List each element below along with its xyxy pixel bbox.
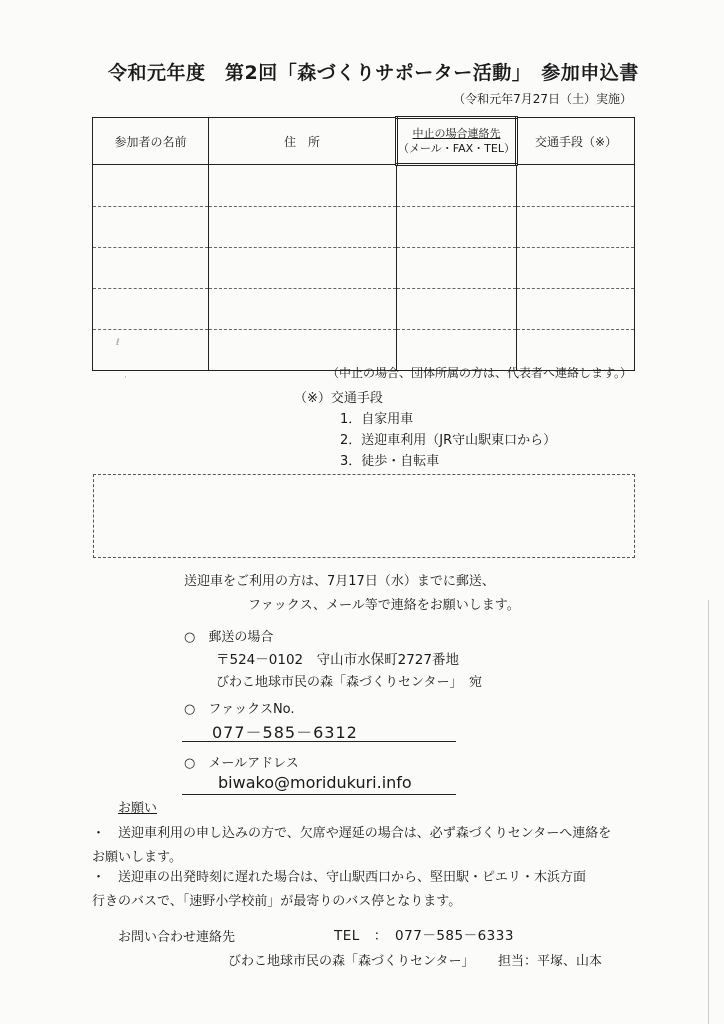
- name-cell[interactable]: [93, 248, 209, 289]
- transport-heading: （※）交通手段: [294, 391, 383, 406]
- requests-heading: お願い: [118, 801, 158, 816]
- transport-cell[interactable]: [517, 207, 635, 248]
- transport-cell[interactable]: [517, 165, 635, 207]
- header-cancel-contact-title: 中止の場合連絡先: [412, 127, 501, 140]
- email-address: biwako@moridukuri.info: [218, 773, 412, 792]
- request-bullet-1-cont: お願いします。: [92, 850, 182, 865]
- transport-option: 1．自家用車: [340, 412, 414, 427]
- notes-box[interactable]: [93, 474, 635, 558]
- event-date: （令和元年7月27日（土）実施）: [453, 92, 632, 106]
- name-cell[interactable]: [93, 289, 209, 330]
- header-cancel-contact: [397, 118, 517, 165]
- inquiry-staff: 担当：平塚、山本: [498, 954, 603, 969]
- header-name: 参加者の名前: [93, 118, 209, 165]
- request-bullet-1: ・ 送迎車利用の申し込みの方で、欠席や遅延の場合は、必ず森づくりセンターへ連絡を: [92, 826, 612, 841]
- transport-cell[interactable]: [517, 248, 635, 289]
- address-cell[interactable]: [209, 248, 397, 289]
- mail-recipient: びわこ地球市民の森「森づくりセンター」 宛: [216, 675, 482, 690]
- inquiry-tel: TEL ： 077－585－6333: [334, 928, 514, 944]
- transport-option: 3．徒歩・自転車: [340, 454, 440, 469]
- postal-address: 〒524－0102 守山市水保町2727番地: [216, 652, 459, 668]
- scan-speck: ·: [124, 373, 127, 383]
- fax-number: 077－585－6312: [212, 723, 358, 742]
- email-heading: ○ メールアドレス: [184, 756, 299, 771]
- name-cell[interactable]: [93, 330, 209, 371]
- scan-speck: ℓ: [116, 338, 120, 348]
- request-bullet-2: ・ 送迎車の出発時刻に遅れた場合は、守山駅西口から、堅田駅・ピエリ・木浜方面: [92, 870, 587, 885]
- transport-cell[interactable]: [517, 289, 635, 330]
- table-row: [93, 248, 635, 289]
- transport-options: [294, 388, 556, 472]
- mail-heading: ○ 郵送の場合: [184, 630, 274, 645]
- header-cancel-contact-methods: （メール・FAX・TEL）: [398, 142, 515, 155]
- email-underline: [182, 794, 456, 795]
- request-bullet-2-cont: 行きのバスで、「速野小学校前」が最寄りのバス停となります。: [92, 894, 462, 909]
- table-header-row: [93, 118, 635, 165]
- fax-heading: ○ ファックスNo.: [184, 702, 295, 717]
- contact-cell[interactable]: [397, 248, 517, 289]
- transport-option: 2．送迎車利用（JR守山駅東口から）: [340, 433, 557, 448]
- fax-underline: [182, 741, 456, 742]
- shuttle-notice-line1: 送迎車をご利用の方は、7月17日（水）までに郵送、: [184, 574, 495, 589]
- table-row: [93, 289, 635, 330]
- contact-cell[interactable]: [397, 165, 517, 207]
- scan-edge: [708, 600, 709, 1024]
- form-title: 令和元年度 第2回「森づくりサポーター活動」 参加申込書: [108, 62, 639, 84]
- inquiry-label: お問い合わせ連絡先: [118, 930, 236, 945]
- address-cell[interactable]: [209, 207, 397, 248]
- table-row: [93, 165, 635, 207]
- name-cell[interactable]: [93, 207, 209, 248]
- table-row: [93, 207, 635, 248]
- inquiry-center: びわこ地球市民の森「森づくりセンター」: [228, 954, 475, 969]
- address-cell[interactable]: [209, 289, 397, 330]
- application-table: [92, 116, 635, 371]
- shuttle-notice-line2: ファックス、メール等で連絡をお願いします。: [248, 598, 520, 613]
- contact-cell[interactable]: [397, 289, 517, 330]
- contact-cell[interactable]: [397, 207, 517, 248]
- address-cell[interactable]: [209, 165, 397, 207]
- header-address: 住 所: [209, 118, 397, 165]
- cancel-note: （中止の場合、団体所属の方は、代表者へ連絡します。）: [326, 366, 632, 380]
- header-transport: 交通手段（※）: [517, 118, 635, 165]
- name-cell[interactable]: [93, 165, 209, 207]
